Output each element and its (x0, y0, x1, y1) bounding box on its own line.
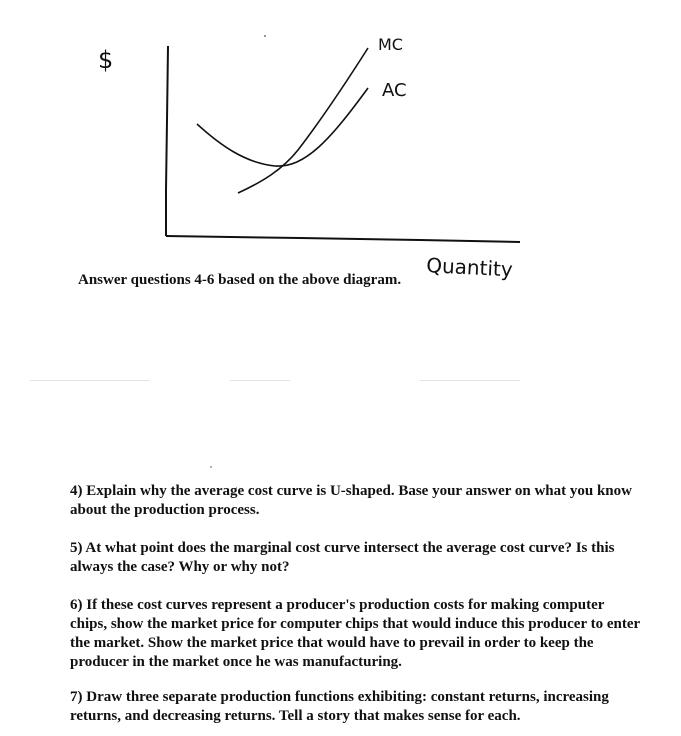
scan-artifact (30, 380, 150, 381)
question-7 (70, 688, 640, 726)
ac-label: AC (382, 80, 407, 101)
y-axis-label: $ (98, 46, 114, 74)
scan-artifact (420, 380, 520, 381)
mc-curve (238, 48, 368, 193)
cost-curve-diagram (0, 0, 681, 310)
stray-mark (264, 35, 266, 37)
question-5 (70, 539, 640, 577)
y-axis (166, 46, 168, 236)
x-axis-label: Quantity (425, 253, 514, 282)
scan-dot (210, 466, 212, 468)
question-4 (70, 482, 640, 520)
mc-label: MC (378, 35, 403, 54)
question-7-text: 7) Draw three separate production functions exhibiting: constant returns, increasing returns, and decreasing returns. Tell a story that makes sense for each. (70, 689, 609, 724)
question-6-text: 6) If these cost curves represent a producer's production costs for making computer chips, show the market price for computer chips that would induce this producer to enter the market. Show the market price that would have to prevail in order to keep the producer in the market once he was manufacturing. (70, 597, 640, 670)
ac-curve (197, 88, 368, 166)
question-6 (70, 596, 640, 672)
x-axis (166, 236, 520, 242)
question-5-text: 5) At what point does the marginal cost curve intersect the average cost curve? Is this always the case? Why or why not? (70, 540, 615, 575)
scan-artifact (230, 380, 290, 381)
question-4-text: 4) Explain why the average cost curve is U-shaped. Base your answer on what you know about the production process. (70, 483, 632, 518)
diagram-caption: Answer questions 4-6 based on the above diagram. (78, 272, 402, 288)
